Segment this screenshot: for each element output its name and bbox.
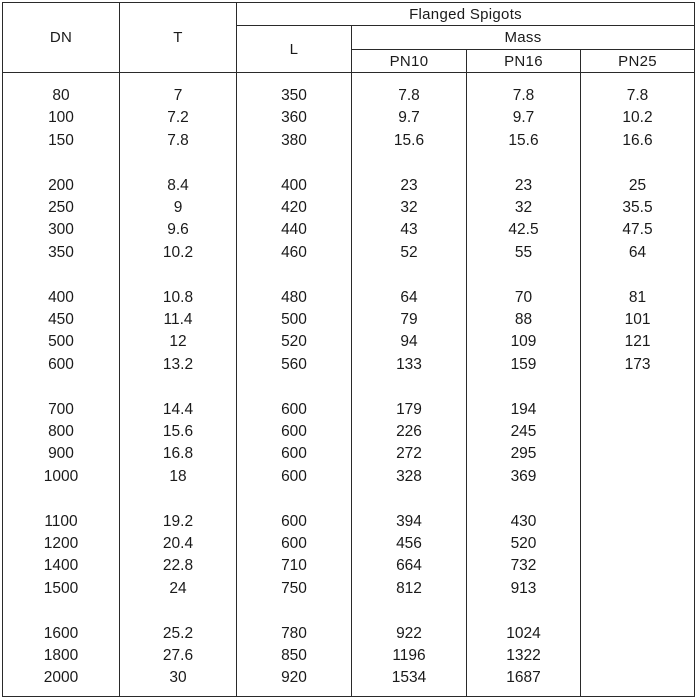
cell-t: 13.2 bbox=[120, 354, 237, 376]
cell-l: 400 bbox=[237, 175, 352, 197]
spacer-cell bbox=[581, 600, 695, 622]
spacer-cell bbox=[467, 152, 581, 174]
cell-l: 600 bbox=[237, 443, 352, 465]
table-row bbox=[3, 175, 695, 197]
cell-pn10: 79 bbox=[352, 309, 467, 331]
spacer-cell bbox=[3, 264, 120, 286]
spacer-cell bbox=[352, 73, 467, 86]
cell-pn16: 159 bbox=[467, 354, 581, 376]
cell-t: 7.2 bbox=[120, 107, 237, 129]
spacer-cell bbox=[581, 376, 695, 398]
spacer-cell bbox=[237, 376, 352, 398]
spacer-row bbox=[3, 600, 695, 622]
cell-t: 9.6 bbox=[120, 219, 237, 241]
spacer-row bbox=[3, 152, 695, 174]
table-row bbox=[3, 645, 695, 667]
cell-pn10: 133 bbox=[352, 354, 467, 376]
cell-l: 850 bbox=[237, 645, 352, 667]
spacer-cell bbox=[467, 488, 581, 510]
spacer-cell bbox=[581, 73, 695, 86]
header-dn: DN bbox=[3, 3, 120, 73]
cell-pn10: 664 bbox=[352, 555, 467, 577]
cell-pn10: 1534 bbox=[352, 667, 467, 689]
cell-pn25 bbox=[581, 623, 695, 645]
table-row bbox=[3, 555, 695, 577]
cell-l: 780 bbox=[237, 623, 352, 645]
table-row bbox=[3, 354, 695, 376]
cell-pn25 bbox=[581, 511, 695, 533]
table-row bbox=[3, 421, 695, 443]
cell-pn25 bbox=[581, 421, 695, 443]
cell-l: 500 bbox=[237, 309, 352, 331]
cell-pn25: 16.6 bbox=[581, 130, 695, 152]
cell-l: 710 bbox=[237, 555, 352, 577]
cell-pn16: 369 bbox=[467, 466, 581, 488]
spacer-cell bbox=[352, 600, 467, 622]
cell-pn16: 430 bbox=[467, 511, 581, 533]
spacer-row bbox=[3, 488, 695, 510]
cell-t: 8.4 bbox=[120, 175, 237, 197]
cell-t: 11.4 bbox=[120, 309, 237, 331]
cell-pn16: 245 bbox=[467, 421, 581, 443]
spacer-cell bbox=[237, 488, 352, 510]
table-row bbox=[3, 578, 695, 600]
cell-pn25: 10.2 bbox=[581, 107, 695, 129]
cell-t: 10.8 bbox=[120, 287, 237, 309]
table-body bbox=[3, 73, 695, 697]
cell-t: 18 bbox=[120, 466, 237, 488]
header-pn10: PN10 bbox=[352, 50, 467, 73]
cell-pn25 bbox=[581, 578, 695, 600]
cell-pn10: 9.7 bbox=[352, 107, 467, 129]
cell-pn10: 328 bbox=[352, 466, 467, 488]
header-mass: Mass bbox=[352, 26, 695, 50]
cell-pn16: 9.7 bbox=[467, 107, 581, 129]
cell-pn25 bbox=[581, 533, 695, 555]
cell-t: 14.4 bbox=[120, 399, 237, 421]
table-row bbox=[3, 130, 695, 152]
cell-pn10: 394 bbox=[352, 511, 467, 533]
cell-pn16: 1322 bbox=[467, 645, 581, 667]
cell-dn: 300 bbox=[3, 219, 120, 241]
table-row bbox=[3, 107, 695, 129]
cell-pn25 bbox=[581, 443, 695, 465]
cell-pn10: 922 bbox=[352, 623, 467, 645]
spacer-cell bbox=[352, 264, 467, 286]
cell-l: 350 bbox=[237, 85, 352, 107]
spacer-cell bbox=[581, 152, 695, 174]
cell-pn16: 88 bbox=[467, 309, 581, 331]
spacer-cell bbox=[120, 264, 237, 286]
cell-dn: 150 bbox=[3, 130, 120, 152]
spacer-cell bbox=[120, 600, 237, 622]
spacer-row bbox=[3, 73, 695, 86]
header-pn25: PN25 bbox=[581, 50, 695, 73]
cell-dn: 400 bbox=[3, 287, 120, 309]
cell-dn: 1600 bbox=[3, 623, 120, 645]
table-row bbox=[3, 242, 695, 264]
cell-pn25: 47.5 bbox=[581, 219, 695, 241]
cell-pn16: 15.6 bbox=[467, 130, 581, 152]
cell-pn10: 7.8 bbox=[352, 85, 467, 107]
spacer-cell bbox=[120, 690, 237, 697]
spacer-cell bbox=[3, 690, 120, 697]
header-pn16: PN16 bbox=[467, 50, 581, 73]
spacer-cell bbox=[352, 488, 467, 510]
cell-pn10: 226 bbox=[352, 421, 467, 443]
cell-l: 520 bbox=[237, 331, 352, 353]
table-row bbox=[3, 623, 695, 645]
cell-dn: 1800 bbox=[3, 645, 120, 667]
cell-dn: 1500 bbox=[3, 578, 120, 600]
cell-pn16: 23 bbox=[467, 175, 581, 197]
cell-pn10: 812 bbox=[352, 578, 467, 600]
spacer-cell bbox=[352, 152, 467, 174]
cell-dn: 700 bbox=[3, 399, 120, 421]
cell-l: 600 bbox=[237, 466, 352, 488]
cell-t: 7.8 bbox=[120, 130, 237, 152]
cell-dn: 2000 bbox=[3, 667, 120, 689]
cell-pn10: 456 bbox=[352, 533, 467, 555]
cell-dn: 800 bbox=[3, 421, 120, 443]
cell-t: 12 bbox=[120, 331, 237, 353]
cell-pn10: 43 bbox=[352, 219, 467, 241]
spacer-row bbox=[3, 690, 695, 697]
cell-pn25: 101 bbox=[581, 309, 695, 331]
cell-l: 380 bbox=[237, 130, 352, 152]
cell-pn25: 81 bbox=[581, 287, 695, 309]
cell-pn10: 1196 bbox=[352, 645, 467, 667]
spacer-cell bbox=[467, 376, 581, 398]
cell-l: 750 bbox=[237, 578, 352, 600]
cell-dn: 350 bbox=[3, 242, 120, 264]
spacer-cell bbox=[467, 600, 581, 622]
cell-t: 9 bbox=[120, 197, 237, 219]
header-l: L bbox=[237, 26, 352, 73]
cell-pn16: 42.5 bbox=[467, 219, 581, 241]
spacer-cell bbox=[467, 690, 581, 697]
cell-l: 600 bbox=[237, 421, 352, 443]
cell-t: 25.2 bbox=[120, 623, 237, 645]
cell-dn: 250 bbox=[3, 197, 120, 219]
cell-t: 16.8 bbox=[120, 443, 237, 465]
spacer-cell bbox=[120, 376, 237, 398]
table-row bbox=[3, 533, 695, 555]
header-t: T bbox=[120, 3, 237, 73]
spacer-cell bbox=[120, 152, 237, 174]
cell-pn25 bbox=[581, 466, 695, 488]
cell-pn25 bbox=[581, 555, 695, 577]
cell-t: 10.2 bbox=[120, 242, 237, 264]
cell-pn10: 179 bbox=[352, 399, 467, 421]
cell-pn10: 15.6 bbox=[352, 130, 467, 152]
cell-dn: 600 bbox=[3, 354, 120, 376]
cell-t: 30 bbox=[120, 667, 237, 689]
cell-dn: 1200 bbox=[3, 533, 120, 555]
cell-pn25 bbox=[581, 399, 695, 421]
spacer-row bbox=[3, 376, 695, 398]
table-row bbox=[3, 667, 695, 689]
cell-dn: 1100 bbox=[3, 511, 120, 533]
cell-t: 27.6 bbox=[120, 645, 237, 667]
table-row bbox=[3, 287, 695, 309]
cell-pn16: 70 bbox=[467, 287, 581, 309]
cell-pn10: 23 bbox=[352, 175, 467, 197]
spacer-cell bbox=[237, 264, 352, 286]
cell-l: 920 bbox=[237, 667, 352, 689]
cell-dn: 200 bbox=[3, 175, 120, 197]
cell-l: 480 bbox=[237, 287, 352, 309]
cell-dn: 900 bbox=[3, 443, 120, 465]
cell-pn10: 52 bbox=[352, 242, 467, 264]
spacer-row bbox=[3, 264, 695, 286]
table-row bbox=[3, 466, 695, 488]
cell-pn10: 32 bbox=[352, 197, 467, 219]
spacer-cell bbox=[3, 152, 120, 174]
spacer-cell bbox=[3, 376, 120, 398]
spacer-cell bbox=[581, 488, 695, 510]
cell-pn16: 913 bbox=[467, 578, 581, 600]
table-row bbox=[3, 443, 695, 465]
spacer-cell bbox=[120, 488, 237, 510]
cell-pn16: 32 bbox=[467, 197, 581, 219]
cell-pn16: 109 bbox=[467, 331, 581, 353]
cell-pn10: 272 bbox=[352, 443, 467, 465]
cell-l: 460 bbox=[237, 242, 352, 264]
cell-pn10: 94 bbox=[352, 331, 467, 353]
cell-pn16: 732 bbox=[467, 555, 581, 577]
cell-pn16: 1687 bbox=[467, 667, 581, 689]
cell-pn16: 295 bbox=[467, 443, 581, 465]
cell-pn25: 25 bbox=[581, 175, 695, 197]
cell-pn16: 7.8 bbox=[467, 85, 581, 107]
cell-l: 420 bbox=[237, 197, 352, 219]
table-row bbox=[3, 399, 695, 421]
cell-pn16: 520 bbox=[467, 533, 581, 555]
cell-dn: 450 bbox=[3, 309, 120, 331]
cell-pn10: 64 bbox=[352, 287, 467, 309]
cell-t: 19.2 bbox=[120, 511, 237, 533]
cell-pn25 bbox=[581, 645, 695, 667]
table-row bbox=[3, 511, 695, 533]
cell-l: 360 bbox=[237, 107, 352, 129]
spacer-cell bbox=[237, 690, 352, 697]
table-row bbox=[3, 309, 695, 331]
spacer-cell bbox=[352, 690, 467, 697]
spacer-cell bbox=[237, 152, 352, 174]
table-row bbox=[3, 197, 695, 219]
header-flanged-spigots: Flanged Spigots bbox=[237, 3, 695, 26]
spacer-cell bbox=[237, 73, 352, 86]
cell-dn: 80 bbox=[3, 85, 120, 107]
spec-table-frame bbox=[2, 2, 694, 694]
cell-l: 440 bbox=[237, 219, 352, 241]
spacer-cell bbox=[352, 376, 467, 398]
table-row bbox=[3, 219, 695, 241]
cell-dn: 1400 bbox=[3, 555, 120, 577]
spacer-cell bbox=[3, 600, 120, 622]
table-row bbox=[3, 331, 695, 353]
cell-l: 600 bbox=[237, 533, 352, 555]
cell-pn16: 55 bbox=[467, 242, 581, 264]
spacer-cell bbox=[3, 488, 120, 510]
cell-l: 600 bbox=[237, 511, 352, 533]
spacer-cell bbox=[467, 264, 581, 286]
cell-l: 600 bbox=[237, 399, 352, 421]
cell-t: 7 bbox=[120, 85, 237, 107]
cell-t: 20.4 bbox=[120, 533, 237, 555]
cell-l: 560 bbox=[237, 354, 352, 376]
spacer-cell bbox=[3, 73, 120, 86]
flanged-spigots-table bbox=[2, 2, 695, 697]
cell-t: 15.6 bbox=[120, 421, 237, 443]
cell-dn: 500 bbox=[3, 331, 120, 353]
cell-dn: 100 bbox=[3, 107, 120, 129]
spacer-cell bbox=[237, 600, 352, 622]
spacer-cell bbox=[120, 73, 237, 86]
cell-pn25: 35.5 bbox=[581, 197, 695, 219]
cell-pn25 bbox=[581, 667, 695, 689]
cell-t: 22.8 bbox=[120, 555, 237, 577]
cell-pn16: 1024 bbox=[467, 623, 581, 645]
spacer-cell bbox=[581, 690, 695, 697]
cell-pn16: 194 bbox=[467, 399, 581, 421]
cell-pn25: 173 bbox=[581, 354, 695, 376]
spacer-cell bbox=[467, 73, 581, 86]
table-row bbox=[3, 85, 695, 107]
cell-dn: 1000 bbox=[3, 466, 120, 488]
cell-pn25: 64 bbox=[581, 242, 695, 264]
cell-pn25: 7.8 bbox=[581, 85, 695, 107]
cell-pn25: 121 bbox=[581, 331, 695, 353]
spacer-cell bbox=[581, 264, 695, 286]
cell-t: 24 bbox=[120, 578, 237, 600]
